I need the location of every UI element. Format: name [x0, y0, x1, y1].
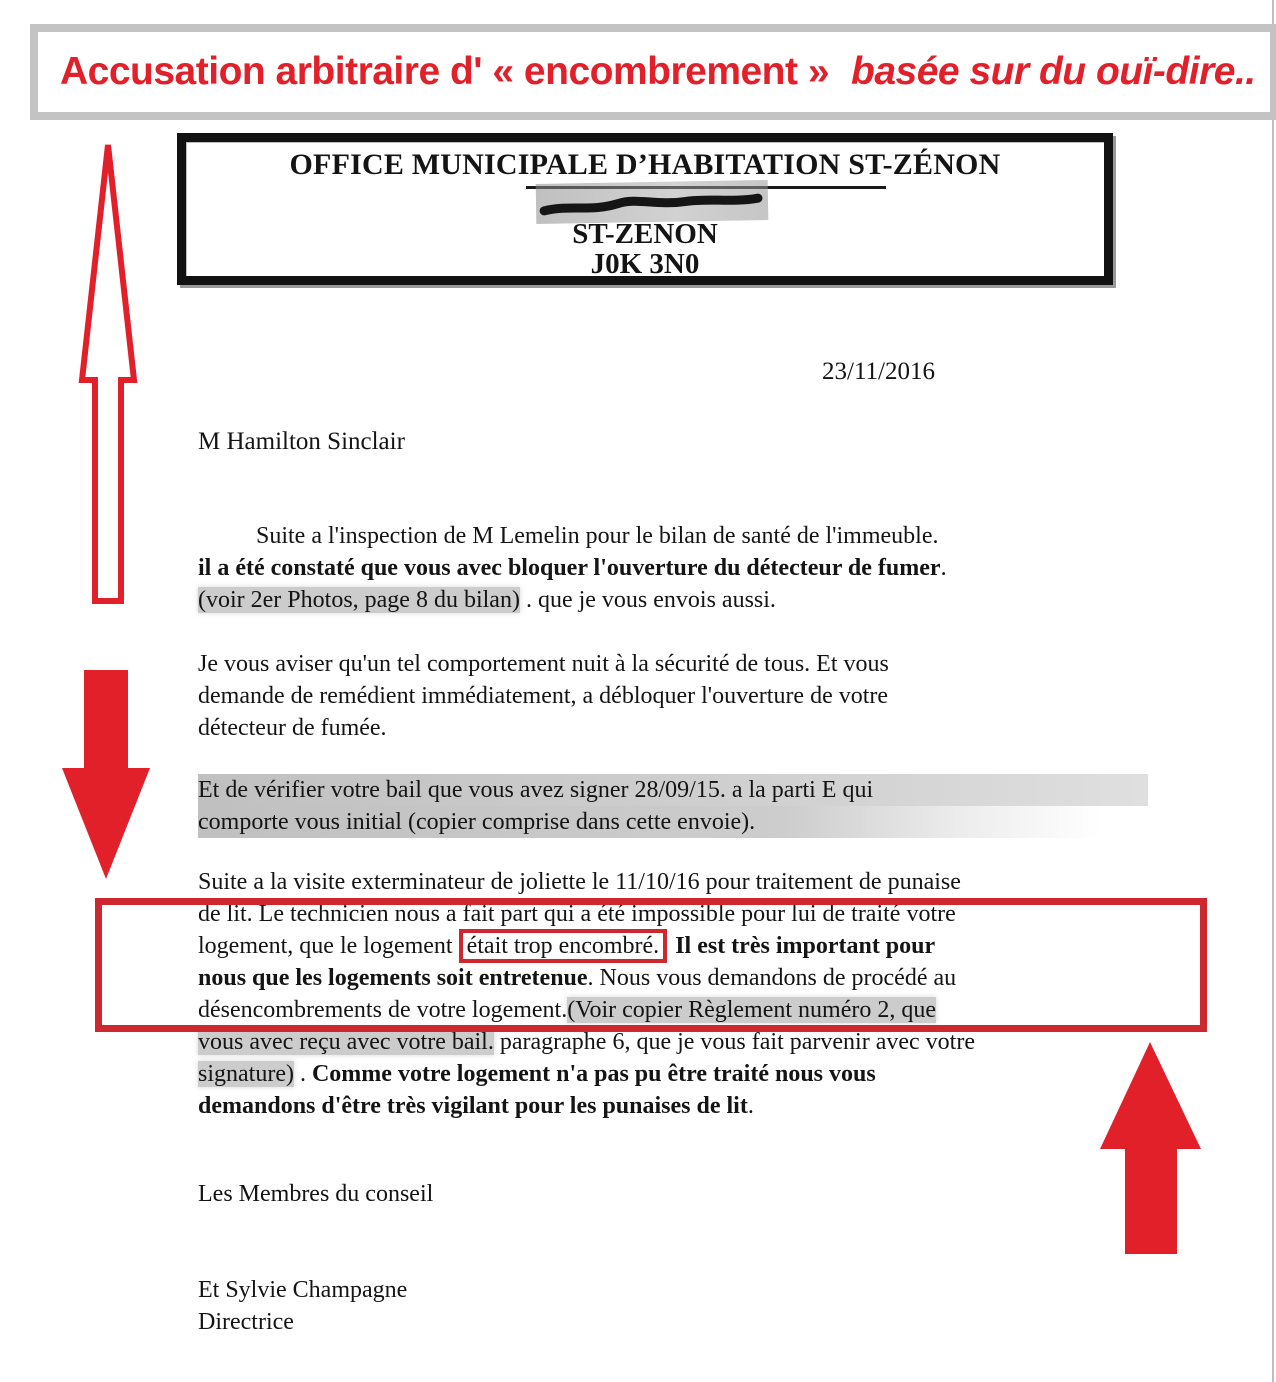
p4-line3-bold: Il est très important pour	[669, 933, 936, 959]
p1-line2-tail: .	[940, 555, 947, 581]
p2-line1: Je vous aviser qu'un tel comportement nuit à la sécurité de tous. Et vous	[198, 651, 889, 677]
p4-line1: Suite a la visite exterminateur de joliette le 11/10/16 pour traitement de punaise	[198, 869, 961, 895]
annotation-title-banner	[30, 24, 1276, 120]
scan-edge	[1272, 0, 1274, 1382]
p4-line6-highlighted: vous avec reçu avec votre bail.	[198, 1029, 494, 1055]
letter-paragraph-4	[198, 866, 1103, 1122]
p4-line8-tail: .	[747, 1093, 754, 1119]
p1-line2-bold: il a été constaté que vous avec bloquer l'ouverture du détecteur de fumer	[198, 555, 941, 581]
p3-line1: Et de vérifier votre bail que vous avez signer 28/09/15. a la parti E qui	[198, 774, 1148, 806]
p4-line2: de lit. Le technicien nous a fait part qui a été impossible pour lui de traité votre	[198, 901, 956, 927]
p2-line2: demande de remédient immédiatement, a débloquer l'ouverture de votre	[198, 683, 889, 709]
p4-line8-bold: demandons d'être très vigilant pour les punaises de lit	[198, 1093, 748, 1119]
down-arrow-icon	[60, 668, 152, 882]
p1-line1: Suite a l'inspection de M Lemelin pour le bilan de santé de l'immeuble.	[256, 523, 939, 549]
p4-line5-pre: désencombrements de votre logement.	[198, 997, 568, 1023]
up-arrow-outline-icon	[76, 140, 140, 608]
p3-line2: comporte vous initial (copier comprise dans cette envoie).	[198, 806, 1148, 838]
signer-name: Et Sylvie Champagne	[198, 1277, 408, 1303]
p4-line7-mid: .	[293, 1061, 312, 1087]
p4-line7-bold: Comme votre logement n'a pas pu être traité nous vous	[311, 1061, 876, 1087]
p4-line7-highlighted: signature)	[198, 1061, 294, 1087]
signer-title: Directrice	[198, 1309, 294, 1335]
p4-line6-tail: paragraphe 6, que je vous fait parvenir avec votre	[493, 1029, 975, 1055]
letter-date: 23/11/2016	[822, 358, 935, 385]
small-red-box-annotation: était trop encombré.	[459, 929, 668, 963]
letterhead-box	[177, 133, 1113, 285]
annotation-title-main: Accusation arbitraire d' « encombrement »	[60, 50, 830, 93]
letterhead-postal-code: J0K 3N0	[590, 248, 700, 280]
annotation-title-italic: basée sur du ouï-dire..	[851, 50, 1256, 93]
letter-signature-block	[198, 1274, 1103, 1338]
p4-line4-tail: . Nous vous demandons de procédé au	[587, 965, 957, 991]
p1-line3-tail: . que je vous envois aussi.	[519, 587, 776, 613]
letter-recipient: M Hamilton Sinclair	[198, 428, 405, 455]
p4-line3-pre: logement, que le logement	[198, 933, 459, 959]
up-arrow-icon	[1098, 1038, 1204, 1256]
p4-line4-bold: nous que les logements soit entretenue	[198, 965, 588, 991]
p1-line3-highlighted: (voir 2er Photos, page 8 du bilan)	[198, 587, 520, 613]
letter-paragraph-2	[198, 648, 1103, 744]
org-name: OFFICE MUNICIPALE D’HABITATION ST-ZÉNON	[289, 148, 1001, 181]
letter-closing: Les Membres du conseil	[198, 1181, 434, 1207]
letter-paragraph-3-highlighted	[198, 774, 1148, 838]
letterhead-city: ST-ZENON	[572, 218, 718, 250]
p2-line3: détecteur de fumée.	[198, 715, 387, 741]
letter-paragraph-1	[198, 520, 1103, 616]
p4-line5-highlighted: (Voir copier Règlement numéro 2, que	[567, 997, 937, 1023]
